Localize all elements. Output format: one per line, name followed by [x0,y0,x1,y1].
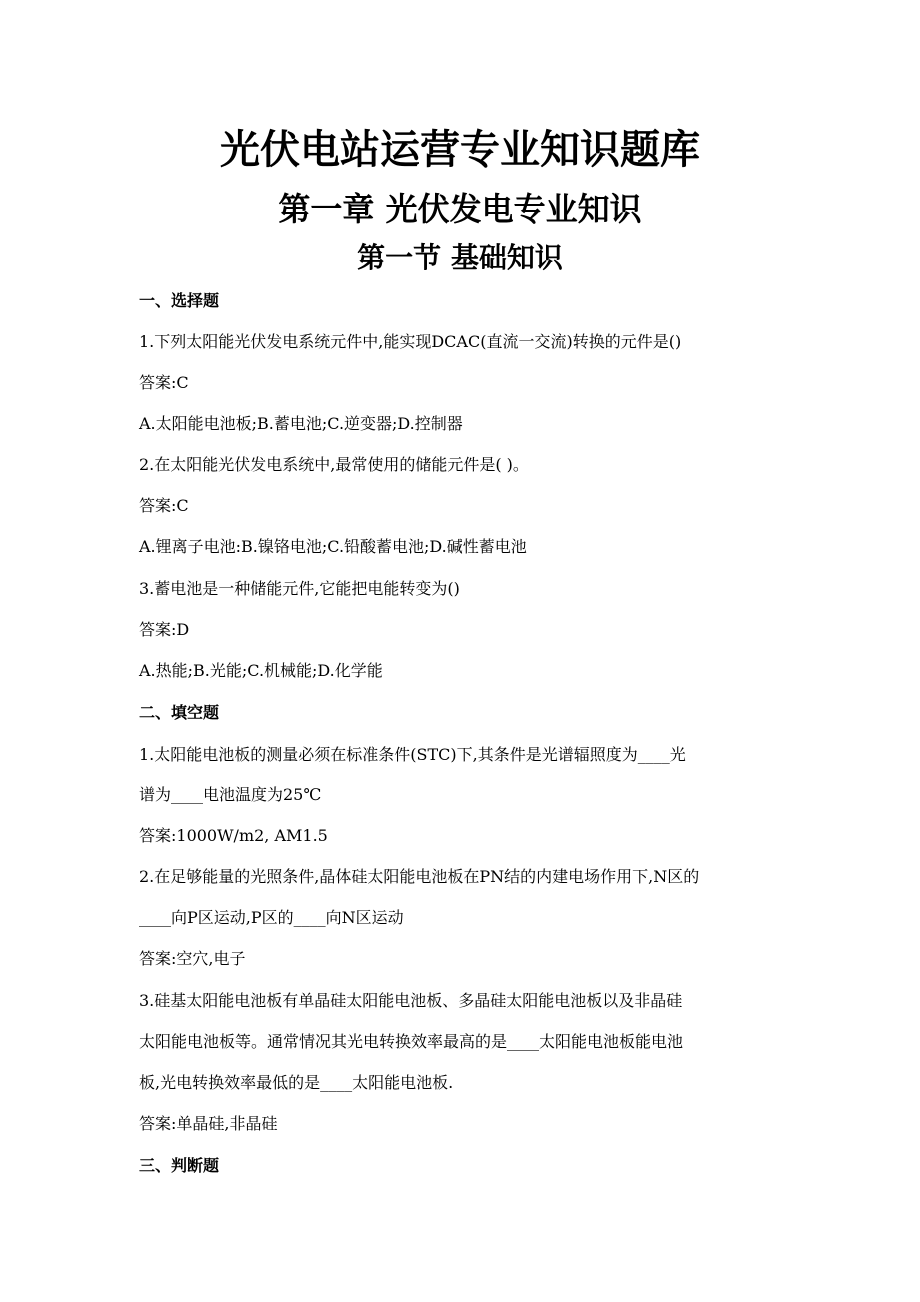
fill-q2-line2: ____向P区运动,P区的____向N区运动 [139,908,404,927]
document-title: 光伏电站运营专业知识题库 [220,127,700,173]
fill-q3-line3: 板,光电转换效率最低的是____太阳能电池板. [139,1073,454,1092]
choice-q1-answer: 答案:C [139,373,189,392]
fill-q3-line1: 3.硅基太阳能电池板有单晶硅太阳能电池板、多晶硅太阳能电池板以及非晶硅 [139,991,683,1010]
section-title: 第一节 基础知识 [357,241,563,274]
choice-q2-question: 2.在太阳能光伏发电系统中,最常使用的储能元件是( )。 [139,455,529,474]
choice-q2-answer: 答案:C [139,496,189,515]
chapter-title: 第一章 光伏发电专业知识 [278,190,642,228]
fill-q1-line2: 谱为____电池温度为25℃ [139,785,322,804]
choice-q1-options: A.太阳能电池板;B.蓄电池;C.逆变器;D.控制器 [139,414,463,433]
fill-q3-line2: 太阳能电池板等。通常情况其光电转换效率最高的是____太阳能电池板能电池 [139,1032,684,1051]
fill-q2-line1: 2.在足够能量的光照条件,晶体硅太阳能电池板在PN结的内建电场作用下,N区的 [139,867,700,886]
fill-q1-line1: 1.太阳能电池板的测量必须在标准条件(STC)下,其条件是光谱辐照度为____光 [139,745,686,764]
choice-q1-question: 1.下列太阳能光伏发电系统元件中,能实现DCAC(直流一交流)转换的元件是() [139,332,682,351]
choice-q3-options: A.热能;B.光能;C.机械能;D.化学能 [139,661,383,680]
choice-q3-question: 3.蓄电池是一种储能元件,它能把电能转变为() [139,579,460,598]
fill-q3-answer: 答案:单晶硅,非晶硅 [139,1114,278,1133]
choice-q2-options: A.锂离子电池:B.镍铬电池;C.铅酸蓄电池;D.碱性蓄电池 [139,537,527,556]
judge-heading: 三、判断题 [139,1156,220,1175]
choice-q3-answer: 答案:D [139,620,190,639]
choice-heading: 一、选择题 [139,291,220,310]
fill-q2-answer: 答案:空穴,电子 [139,949,246,968]
fill-heading: 二、填空题 [139,703,220,722]
fill-q1-answer: 答案:1000W/m2, AM1.5 [139,826,328,845]
